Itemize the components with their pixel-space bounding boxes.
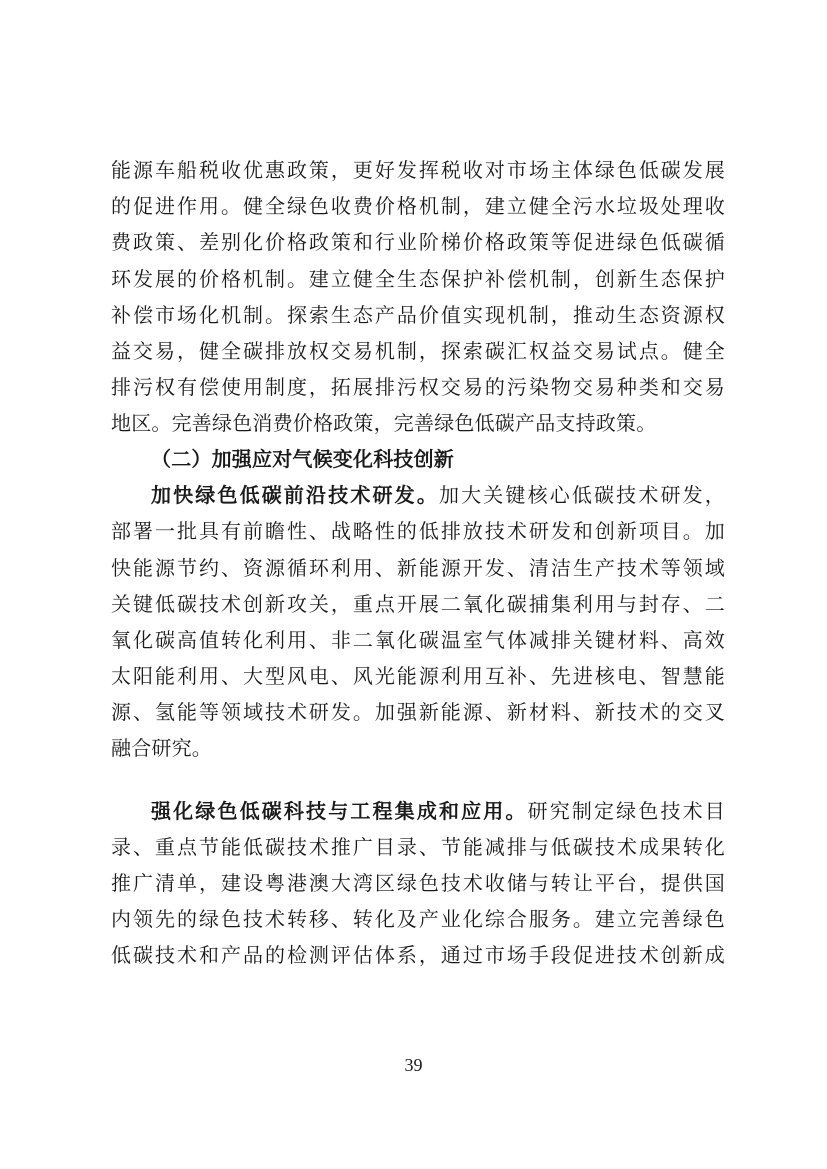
body-text-line: 益交易，健全碳排放权交易机制，探索碳汇权益交易试点。健全 bbox=[111, 339, 725, 363]
body-text-line: 快能源节约、资源循环利用、新能源开发、清洁生产技术等领域 bbox=[111, 556, 725, 580]
body-text-line: 排污权有偿使用制度，拓展排污权交易的污染物交易种类和交易 bbox=[111, 375, 725, 399]
body-text-line: 氧化碳高值转化利用、非二氧化碳温室气体减排关键材料、高效 bbox=[111, 628, 725, 652]
body-text-line: 的促进作用。健全绿色收费价格机制，建立健全污水垃圾处理收 bbox=[111, 194, 725, 218]
body-text-line: 源、氢能等领域技术研发。加强新能源、新材料、新技术的交叉 bbox=[111, 700, 725, 724]
body-text-line: 低碳技术和产品的检测评估体系，通过市场手段促进技术创新成 bbox=[111, 943, 725, 967]
body-text-line: 关键低碳技术创新攻关，重点开展二氧化碳捕集利用与封存、二 bbox=[111, 592, 725, 616]
body-text: 加大关键核心低碳技术研发， bbox=[438, 483, 725, 507]
paragraph-first-line bbox=[151, 796, 725, 826]
paragraph-first-line bbox=[151, 480, 725, 510]
body-text-line: 太阳能利用、大型风电、风光能源利用互补、先进核电、智慧能 bbox=[111, 664, 725, 688]
section-heading: （二）加强应对气候变化科技创新 bbox=[151, 447, 454, 471]
body-text-line: 环发展的价格机制。建立健全生态保护补偿机制，创新生态保护 bbox=[111, 267, 725, 291]
body-text: 研究制定绿色技术目 bbox=[527, 799, 725, 823]
body-text-line: 能源车船税收优惠政策，更好发挥税收对市场主体绿色低碳发展 bbox=[111, 158, 725, 182]
body-text-line: 录、重点节能低碳技术推广目录、节能减排与低碳技术成果转化 bbox=[111, 835, 725, 859]
body-text-line: 地区。完善绿色消费价格政策，完善绿色低碳产品支持政策。 bbox=[111, 411, 657, 435]
bold-lead: 强化绿色低碳科技与工程集成和应用。 bbox=[151, 799, 528, 823]
bold-lead: 加快绿色低碳前沿技术研发。 bbox=[151, 483, 439, 507]
page-number: 39 bbox=[404, 1055, 423, 1075]
body-text-line: 内领先的绿色技术转移、转化及产业化综合服务。建立完善绿色 bbox=[111, 907, 725, 931]
body-text-line: 补偿市场化机制。探索生态产品价值实现机制，推动生态资源权 bbox=[111, 303, 725, 327]
body-text-line: 部署一批具有前瞻性、战略性的低排放技术研发和创新项目。加 bbox=[111, 519, 725, 543]
body-text-line: 费政策、差别化价格政策和行业阶梯价格政策等促进绿色低碳循 bbox=[111, 230, 725, 254]
body-text-line: 推广清单，建设粤港澳大湾区绿色技术收储与转让平台，提供国 bbox=[111, 871, 725, 895]
body-text-line: 融合研究。 bbox=[111, 736, 212, 760]
